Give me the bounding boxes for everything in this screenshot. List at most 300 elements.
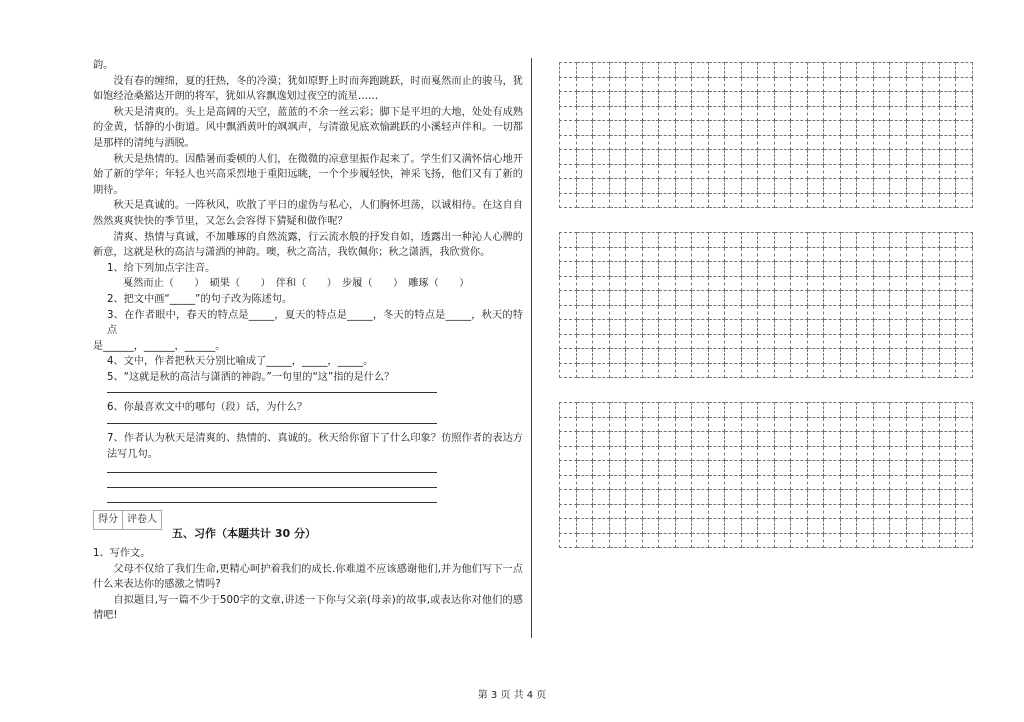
grid-cell[interactable] [708, 106, 725, 121]
grid-cell[interactable] [857, 432, 874, 447]
grid-cell[interactable] [807, 121, 824, 136]
grid-cell[interactable] [939, 349, 956, 364]
grid-cell[interactable] [626, 135, 643, 150]
grid-cell[interactable] [609, 305, 626, 320]
grid-cell[interactable] [791, 504, 808, 519]
grid-cell[interactable] [807, 247, 824, 262]
grid-cell[interactable] [906, 233, 923, 248]
grid-cell[interactable] [692, 150, 709, 165]
grid-cell[interactable] [593, 179, 610, 194]
grid-cell[interactable] [675, 320, 692, 335]
grid-cell[interactable] [626, 106, 643, 121]
grid-cell[interactable] [741, 305, 758, 320]
grid-cell[interactable] [675, 417, 692, 432]
grid-cell[interactable] [725, 504, 742, 519]
grid-cell[interactable] [807, 334, 824, 349]
grid-cell[interactable] [758, 475, 775, 490]
grid-cell[interactable] [642, 475, 659, 490]
grid-cell[interactable] [626, 417, 643, 432]
grid-cell[interactable] [576, 150, 593, 165]
grid-cell[interactable] [956, 403, 973, 418]
grid-cell[interactable] [857, 363, 874, 378]
grid-cell[interactable] [857, 533, 874, 548]
grid-cell[interactable] [675, 262, 692, 277]
writing-grid[interactable] [559, 62, 973, 208]
grid-cell[interactable] [675, 403, 692, 418]
grid-cell[interactable] [956, 233, 973, 248]
grid-cell[interactable] [774, 276, 791, 291]
grid-cell[interactable] [725, 262, 742, 277]
grid-cell[interactable] [923, 63, 940, 78]
grid-cell[interactable] [560, 164, 577, 179]
grid-cell[interactable] [873, 490, 890, 505]
grid-cell[interactable] [642, 519, 659, 534]
grid-cell[interactable] [906, 276, 923, 291]
grid-cell[interactable] [675, 432, 692, 447]
grid-cell[interactable] [576, 179, 593, 194]
grid-cell[interactable] [609, 164, 626, 179]
grid-cell[interactable] [659, 461, 676, 476]
grid-cell[interactable] [857, 320, 874, 335]
grid-cell[interactable] [774, 247, 791, 262]
grid-cell[interactable] [741, 247, 758, 262]
grid-cell[interactable] [923, 164, 940, 179]
grid-cell[interactable] [576, 164, 593, 179]
grid-cell[interactable] [774, 519, 791, 534]
grid-cell[interactable] [774, 533, 791, 548]
grid-cell[interactable] [626, 432, 643, 447]
grid-cell[interactable] [956, 276, 973, 291]
grid-cell[interactable] [956, 150, 973, 165]
grid-cell[interactable] [576, 92, 593, 107]
grid-cell[interactable] [939, 179, 956, 194]
grid-cell[interactable] [890, 504, 907, 519]
grid-cell[interactable] [906, 403, 923, 418]
grid-cell[interactable] [692, 247, 709, 262]
grid-cell[interactable] [741, 92, 758, 107]
grid-cell[interactable] [593, 334, 610, 349]
grid-cell[interactable] [906, 291, 923, 306]
grid-cell[interactable] [890, 461, 907, 476]
grid-cell[interactable] [774, 121, 791, 136]
grid-cell[interactable] [560, 77, 577, 92]
grid-cell[interactable] [873, 150, 890, 165]
grid-cell[interactable] [890, 363, 907, 378]
grid-cell[interactable] [708, 320, 725, 335]
grid-cell[interactable] [906, 135, 923, 150]
grid-cell[interactable] [939, 461, 956, 476]
grid-cell[interactable] [807, 305, 824, 320]
grid-cell[interactable] [956, 164, 973, 179]
grid-cell[interactable] [609, 262, 626, 277]
grid-cell[interactable] [626, 92, 643, 107]
grid-cell[interactable] [791, 446, 808, 461]
grid-cell[interactable] [824, 490, 841, 505]
grid-cell[interactable] [659, 533, 676, 548]
grid-cell[interactable] [675, 179, 692, 194]
grid-cell[interactable] [675, 446, 692, 461]
grid-cell[interactable] [758, 533, 775, 548]
grid-cell[interactable] [642, 106, 659, 121]
grid-cell[interactable] [593, 150, 610, 165]
grid-cell[interactable] [692, 92, 709, 107]
grid-cell[interactable] [873, 77, 890, 92]
grid-cell[interactable] [890, 490, 907, 505]
grid-cell[interactable] [923, 461, 940, 476]
grid-cell[interactable] [824, 247, 841, 262]
grid-cell[interactable] [609, 106, 626, 121]
grid-cell[interactable] [659, 446, 676, 461]
grid-cell[interactable] [956, 121, 973, 136]
grid-cell[interactable] [609, 77, 626, 92]
grid-cell[interactable] [840, 77, 857, 92]
grid-cell[interactable] [675, 349, 692, 364]
grid-cell[interactable] [824, 475, 841, 490]
grid-cell[interactable] [626, 533, 643, 548]
grid-cell[interactable] [741, 135, 758, 150]
grid-cell[interactable] [576, 490, 593, 505]
grid-cell[interactable] [873, 276, 890, 291]
grid-cell[interactable] [659, 92, 676, 107]
grid-cell[interactable] [692, 432, 709, 447]
grid-cell[interactable] [576, 121, 593, 136]
grid-cell[interactable] [642, 490, 659, 505]
grid-cell[interactable] [708, 179, 725, 194]
grid-cell[interactable] [923, 193, 940, 208]
grid-cell[interactable] [956, 519, 973, 534]
grid-cell[interactable] [659, 490, 676, 505]
grid-cell[interactable] [923, 305, 940, 320]
grid-cell[interactable] [741, 519, 758, 534]
grid-cell[interactable] [609, 150, 626, 165]
grid-cell[interactable] [576, 519, 593, 534]
grid-cell[interactable] [560, 92, 577, 107]
grid-cell[interactable] [609, 490, 626, 505]
grid-cell[interactable] [890, 446, 907, 461]
grid-cell[interactable] [675, 363, 692, 378]
grid-cell[interactable] [576, 417, 593, 432]
grid-cell[interactable] [873, 461, 890, 476]
grid-cell[interactable] [576, 77, 593, 92]
grid-cell[interactable] [560, 150, 577, 165]
grid-cell[interactable] [593, 262, 610, 277]
grid-cell[interactable] [923, 247, 940, 262]
grid-cell[interactable] [791, 349, 808, 364]
grid-cell[interactable] [593, 446, 610, 461]
grid-cell[interactable] [807, 490, 824, 505]
grid-cell[interactable] [791, 150, 808, 165]
grid-cell[interactable] [560, 247, 577, 262]
grid-cell[interactable] [758, 403, 775, 418]
grid-cell[interactable] [708, 92, 725, 107]
grid-cell[interactable] [741, 363, 758, 378]
grid-cell[interactable] [708, 461, 725, 476]
grid-cell[interactable] [609, 417, 626, 432]
grid-cell[interactable] [906, 262, 923, 277]
grid-cell[interactable] [807, 291, 824, 306]
grid-cell[interactable] [923, 504, 940, 519]
grid-cell[interactable] [659, 233, 676, 248]
grid-cell[interactable] [890, 305, 907, 320]
grid-cell[interactable] [791, 164, 808, 179]
grid-cell[interactable] [692, 121, 709, 136]
grid-cell[interactable] [857, 291, 874, 306]
grid-cell[interactable] [642, 349, 659, 364]
grid-cell[interactable] [873, 92, 890, 107]
grid-cell[interactable] [807, 519, 824, 534]
grid-cell[interactable] [774, 363, 791, 378]
grid-cell[interactable] [906, 320, 923, 335]
grid-cell[interactable] [840, 403, 857, 418]
grid-cell[interactable] [791, 92, 808, 107]
grid-cell[interactable] [939, 417, 956, 432]
grid-cell[interactable] [857, 193, 874, 208]
grid-cell[interactable] [857, 77, 874, 92]
grid-cell[interactable] [840, 446, 857, 461]
grid-cell[interactable] [857, 475, 874, 490]
grid-cell[interactable] [560, 291, 577, 306]
grid-cell[interactable] [692, 504, 709, 519]
grid-cell[interactable] [675, 519, 692, 534]
grid-cell[interactable] [708, 77, 725, 92]
grid-cell[interactable] [576, 475, 593, 490]
grid-cell[interactable] [708, 150, 725, 165]
grid-cell[interactable] [939, 63, 956, 78]
grid-cell[interactable] [807, 533, 824, 548]
grid-cell[interactable] [807, 446, 824, 461]
grid-cell[interactable] [956, 77, 973, 92]
grid-cell[interactable] [708, 291, 725, 306]
grid-cell[interactable] [906, 475, 923, 490]
grid-cell[interactable] [939, 504, 956, 519]
grid-cell[interactable] [791, 363, 808, 378]
grid-cell[interactable] [741, 233, 758, 248]
grid-cell[interactable] [725, 403, 742, 418]
grid-cell[interactable] [642, 403, 659, 418]
grid-cell[interactable] [873, 349, 890, 364]
grid-cell[interactable] [791, 533, 808, 548]
grid-cell[interactable] [774, 475, 791, 490]
grid-cell[interactable] [692, 363, 709, 378]
grid-cell[interactable] [758, 135, 775, 150]
grid-cell[interactable] [560, 461, 577, 476]
grid-cell[interactable] [675, 504, 692, 519]
grid-cell[interactable] [923, 77, 940, 92]
grid-cell[interactable] [642, 247, 659, 262]
grid-cell[interactable] [774, 92, 791, 107]
grid-cell[interactable] [576, 193, 593, 208]
grid-cell[interactable] [807, 77, 824, 92]
grid-cell[interactable] [741, 106, 758, 121]
grid-cell[interactable] [593, 417, 610, 432]
grid-cell[interactable] [791, 305, 808, 320]
grid-cell[interactable] [725, 150, 742, 165]
grid-cell[interactable] [659, 179, 676, 194]
grid-cell[interactable] [791, 233, 808, 248]
grid-cell[interactable] [576, 403, 593, 418]
grid-cell[interactable] [923, 262, 940, 277]
grid-cell[interactable] [840, 63, 857, 78]
grid-cell[interactable] [873, 305, 890, 320]
grid-cell[interactable] [659, 305, 676, 320]
grid-cell[interactable] [906, 247, 923, 262]
grid-cell[interactable] [791, 247, 808, 262]
grid-cell[interactable] [906, 63, 923, 78]
grid-cell[interactable] [626, 150, 643, 165]
grid-cell[interactable] [824, 179, 841, 194]
grid-cell[interactable] [675, 193, 692, 208]
grid-cell[interactable] [692, 179, 709, 194]
grid-cell[interactable] [642, 150, 659, 165]
grid-cell[interactable] [906, 150, 923, 165]
grid-cell[interactable] [807, 349, 824, 364]
grid-cell[interactable] [956, 349, 973, 364]
grid-cell[interactable] [576, 106, 593, 121]
grid-cell[interactable] [956, 363, 973, 378]
grid-cell[interactable] [758, 490, 775, 505]
grid-cell[interactable] [939, 92, 956, 107]
grid-cell[interactable] [659, 504, 676, 519]
grid-cell[interactable] [890, 193, 907, 208]
grid-cell[interactable] [758, 247, 775, 262]
grid-cell[interactable] [593, 320, 610, 335]
grid-cell[interactable] [890, 247, 907, 262]
grid-cell[interactable] [956, 262, 973, 277]
grid-cell[interactable] [642, 446, 659, 461]
grid-cell[interactable] [774, 490, 791, 505]
grid-cell[interactable] [576, 504, 593, 519]
grid-cell[interactable] [692, 446, 709, 461]
grid-cell[interactable] [774, 262, 791, 277]
grid-cell[interactable] [741, 417, 758, 432]
grid-cell[interactable] [840, 121, 857, 136]
grid-cell[interactable] [675, 77, 692, 92]
grid-cell[interactable] [593, 363, 610, 378]
grid-cell[interactable] [774, 63, 791, 78]
grid-cell[interactable] [791, 432, 808, 447]
grid-cell[interactable] [741, 121, 758, 136]
grid-cell[interactable] [741, 461, 758, 476]
grid-cell[interactable] [659, 77, 676, 92]
grid-cell[interactable] [725, 233, 742, 248]
grid-cell[interactable] [675, 334, 692, 349]
grid-cell[interactable] [906, 349, 923, 364]
grid-cell[interactable] [824, 63, 841, 78]
grid-cell[interactable] [560, 179, 577, 194]
grid-cell[interactable] [659, 334, 676, 349]
grid-cell[interactable] [659, 363, 676, 378]
grid-cell[interactable] [560, 519, 577, 534]
grid-cell[interactable] [560, 432, 577, 447]
grid-cell[interactable] [923, 403, 940, 418]
grid-cell[interactable] [675, 247, 692, 262]
grid-cell[interactable] [840, 106, 857, 121]
grid-cell[interactable] [675, 135, 692, 150]
grid-cell[interactable] [939, 262, 956, 277]
grid-cell[interactable] [956, 475, 973, 490]
grid-cell[interactable] [593, 276, 610, 291]
grid-cell[interactable] [791, 193, 808, 208]
grid-cell[interactable] [692, 403, 709, 418]
grid-cell[interactable] [923, 121, 940, 136]
grid-cell[interactable] [642, 233, 659, 248]
grid-cell[interactable] [791, 334, 808, 349]
grid-cell[interactable] [609, 403, 626, 418]
grid-cell[interactable] [692, 475, 709, 490]
grid-cell[interactable] [857, 106, 874, 121]
grid-cell[interactable] [939, 533, 956, 548]
grid-cell[interactable] [609, 475, 626, 490]
grid-cell[interactable] [576, 276, 593, 291]
grid-cell[interactable] [560, 490, 577, 505]
grid-cell[interactable] [857, 490, 874, 505]
grid-cell[interactable] [857, 504, 874, 519]
grid-cell[interactable] [807, 363, 824, 378]
grid-cell[interactable] [857, 446, 874, 461]
grid-cell[interactable] [675, 490, 692, 505]
grid-cell[interactable] [791, 276, 808, 291]
grid-cell[interactable] [642, 320, 659, 335]
grid-cell[interactable] [758, 461, 775, 476]
grid-cell[interactable] [708, 403, 725, 418]
grid-cell[interactable] [824, 533, 841, 548]
grid-cell[interactable] [560, 233, 577, 248]
grid-cell[interactable] [840, 504, 857, 519]
grid-cell[interactable] [956, 63, 973, 78]
grid-cell[interactable] [807, 106, 824, 121]
grid-cell[interactable] [675, 461, 692, 476]
grid-cell[interactable] [857, 92, 874, 107]
grid-cell[interactable] [593, 193, 610, 208]
grid-cell[interactable] [642, 193, 659, 208]
grid-cell[interactable] [609, 349, 626, 364]
grid-cell[interactable] [873, 320, 890, 335]
grid-cell[interactable] [807, 63, 824, 78]
grid-cell[interactable] [675, 233, 692, 248]
grid-cell[interactable] [890, 92, 907, 107]
grid-cell[interactable] [758, 363, 775, 378]
grid-cell[interactable] [956, 106, 973, 121]
grid-cell[interactable] [560, 193, 577, 208]
grid-cell[interactable] [576, 233, 593, 248]
grid-cell[interactable] [725, 533, 742, 548]
grid-cell[interactable] [857, 63, 874, 78]
grid-cell[interactable] [890, 262, 907, 277]
grid-cell[interactable] [906, 121, 923, 136]
grid-cell[interactable] [873, 417, 890, 432]
grid-cell[interactable] [906, 417, 923, 432]
grid-cell[interactable] [906, 363, 923, 378]
grid-cell[interactable] [560, 533, 577, 548]
grid-cell[interactable] [890, 276, 907, 291]
grid-cell[interactable] [758, 291, 775, 306]
grid-cell[interactable] [725, 490, 742, 505]
grid-cell[interactable] [824, 334, 841, 349]
grid-cell[interactable] [840, 179, 857, 194]
grid-cell[interactable] [840, 92, 857, 107]
grid-cell[interactable] [824, 77, 841, 92]
grid-cell[interactable] [609, 461, 626, 476]
grid-cell[interactable] [807, 262, 824, 277]
grid-cell[interactable] [824, 233, 841, 248]
grid-cell[interactable] [758, 334, 775, 349]
grid-cell[interactable] [906, 446, 923, 461]
grid-cell[interactable] [725, 432, 742, 447]
grid-cell[interactable] [840, 262, 857, 277]
grid-cell[interactable] [890, 349, 907, 364]
grid-cell[interactable] [923, 432, 940, 447]
grid-cell[interactable] [857, 164, 874, 179]
